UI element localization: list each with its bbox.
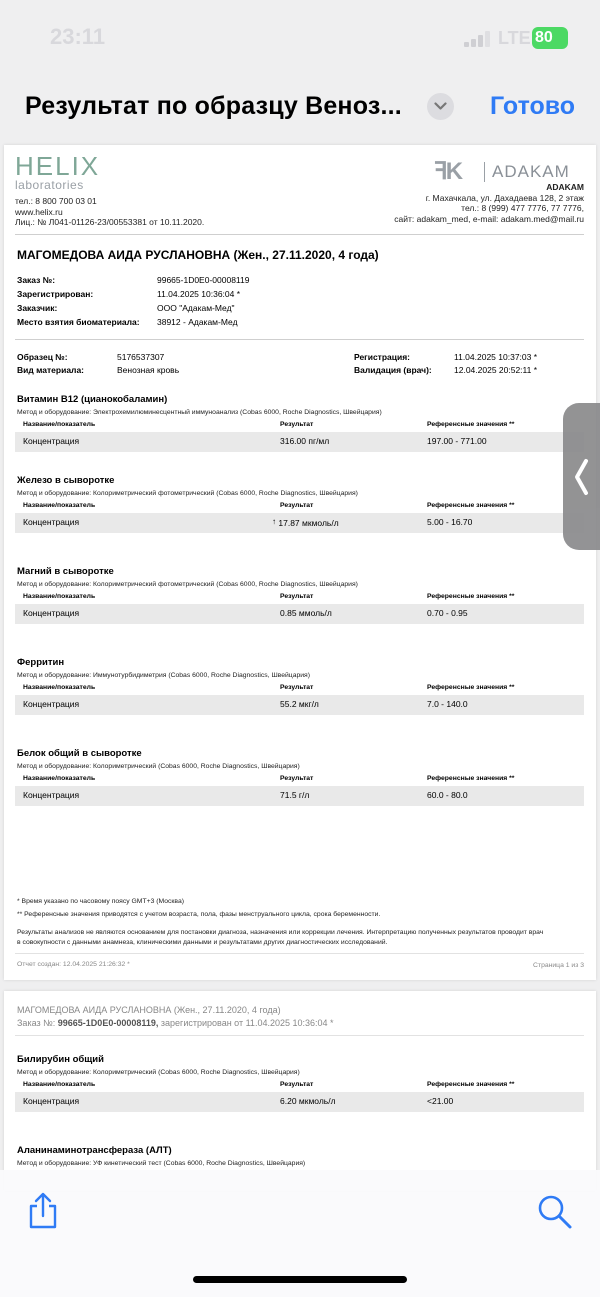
test-serum-magnesium: Магний в сыворотке Метод и оборудование: Колориметрический фотометрический (Cobas 6000, Roche Diagnostics, Швейцария) Название/показатель Результат Референсные значения ** Концентрация 0.85 ммоль/л 0.70 - 0.95: [15, 566, 584, 624]
report-created: Отчет создан: 12.04.2025 21:26:32 *: [17, 961, 130, 968]
cellular-signal-icon: [464, 31, 490, 47]
table-row: Концентрация 6.20 мкмоль/л <21.00: [15, 1092, 584, 1112]
high-flag-icon: ↑: [272, 517, 276, 526]
patient-name: МАГОМЕДОВА АИДА РУСЛАНОВНА (Жен., 27.11.2020, 4 года): [17, 1005, 281, 1015]
test-total-protein: Белок общий в сыворотке Метод и оборудование: Колориметрический (Cobas 6000, Roche Diagnostics, Швейцария) Название/показатель Результат Референсные значения ** Концентрация 71.5 г/л 60.0 - 80.0: [15, 748, 584, 806]
test-vitamin-b12: Витамин B12 (цианокобаламин) Метод и оборудование: Электрохемилюминесцентный иммуноанализ (Cobas 6000, Roche Diagnostics, Швейцария) Название/показатель Результат Референсные значения ** Концентрация 316.00 пг/мл 197.00 - 771.00: [15, 394, 584, 452]
divider: [15, 339, 584, 340]
test-ferritin: Ферритин Метод и оборудование: Иммунотурбидиметрия (Cobas 6000, Roche Diagnostics, Швейцария) Название/показатель Результат Референсные значения ** Концентрация 55.2 мкг/л 7.0 - 140.0: [15, 657, 584, 715]
table-row: Концентрация 71.5 г/л 60.0 - 80.0: [15, 786, 584, 806]
footnote-timezone: * Время указано по часовому поясу GMT+3 (Москва): [17, 898, 184, 905]
adakam-contacts: ADAKAM г. Махачкала, ул. Дахадаева 128, 2 этаж тел.: 8 (999) 477 7776, 77 7776, сайт: adakam_med, e-mail: adakam.med@mail.ru: [394, 182, 584, 224]
table-row: Концентрация 0.85 ммоль/л 0.70 - 0.95: [15, 604, 584, 624]
test-alt: Аланинаминотрансфераза (АЛТ) Метод и оборудование: УФ кинетический тест (Cobas 6000, Roche Diagnostics, Швейцария): [17, 1145, 306, 1167]
share-button[interactable]: [27, 1192, 59, 1235]
share-icon: [27, 1192, 59, 1230]
battery-icon: 80: [532, 27, 568, 49]
status-time: 23:11: [50, 24, 106, 49]
table-header: Название/показатель Результат Референсные значения **: [23, 593, 515, 600]
divider: [15, 1035, 584, 1036]
bottom-toolbar: [0, 1170, 600, 1297]
adakam-logo: ꟻK ADAKAM: [434, 158, 570, 185]
table-header: Название/показатель Результат Референсные значения **: [23, 1081, 515, 1088]
table-row: Концентрация 316.00 пг/мл 197.00 - 771.00: [15, 432, 584, 452]
document-title: Результат по образцу Веноз...: [25, 92, 402, 120]
sidebar-handle[interactable]: [563, 403, 600, 550]
home-indicator[interactable]: [193, 1276, 407, 1283]
test-serum-iron: Железо в сыворотке Метод и оборудование: Колориметрический фотометрический (Cobas 6000, Roche Diagnostics, Швейцария) Название/показатель Результат Референсные значения ** Концентрация ↑ 17.87 мкмоль/л 5.00 - 16.70: [15, 475, 584, 533]
adakam-mark-icon: ꟻK: [434, 158, 462, 185]
chevron-down-icon: [434, 102, 447, 111]
table-row: Концентрация 55.2 мкг/л 7.0 - 140.0: [15, 695, 584, 715]
document-page-2: [4, 991, 596, 1191]
done-button[interactable]: Готово: [490, 92, 576, 120]
sample-info: Образец №: 5176537307 Вид материала: Венозная кровь Регистрация: 11.04.2025 10:37:03 * Валидация (врач): 12.04.2025 20:52:11 *: [17, 352, 538, 375]
navigation-bar: [0, 78, 600, 140]
footnote-reference: ** Референсные значения приводятся с учетом возраста, пола, фазы менструального цикла, срока беременности.: [17, 911, 381, 918]
divider: [15, 953, 584, 954]
helix-logo: HELIX laboratories: [15, 151, 101, 192]
order-info: Заказ №: 99665-1D0E0-00008119 Зарегистрирован: 11.04.2025 10:36:04 * Заказчик: ООО "Адакам-Мед" Место взятия биоматериала: 38912 - Адакам-Мед: [17, 275, 250, 327]
page-number: Страница 1 из 3: [533, 962, 584, 969]
table-row: Концентрация ↑ 17.87 мкмоль/л 5.00 - 16.70: [15, 513, 584, 533]
network-type: LTE: [498, 28, 531, 48]
order-line: Заказ №: 99665-1D0E0-00008119, зарегистрирован от 11.04.2025 10:36:04 *: [17, 1018, 334, 1028]
patient-name: МАГОМЕДОВА АИДА РУСЛАНОВНА (Жен., 27.11.2020, 4 года): [17, 248, 379, 262]
search-button[interactable]: [537, 1194, 573, 1235]
title-menu-button[interactable]: [427, 93, 454, 120]
chevron-left-icon: [572, 458, 590, 496]
table-header: Название/показатель Результат Референсные значения **: [23, 421, 515, 428]
table-header: Название/показатель Результат Референсные значения **: [23, 775, 515, 782]
helix-contacts: тел.: 8 800 700 03 01 www.helix.ru Лиц.: № Л041-01126-23/00553381 от 10.11.2020.: [15, 196, 205, 227]
divider: [15, 234, 584, 235]
test-bilirubin: Билирубин общий Метод и оборудование: Колориметрический (Cobas 6000, Roche Diagnostics, Швейцария) Название/показатель Результат Референсные значения ** Концентрация 6.20 мкмоль/л <21.00: [15, 1054, 584, 1112]
table-header: Название/показатель Результат Референсные значения **: [23, 684, 515, 691]
search-icon: [537, 1194, 573, 1230]
document-page-1: [4, 145, 596, 980]
disclaimer: Результаты анализов не являются основанием для постановки диагноза, назначения или коррекции лечения. Интерпретацию полученных результатов проводит врач в совокупности с данными анамнеза, клиническими данными и результатами других диагностических исследований.: [17, 929, 544, 946]
status-bar: [0, 0, 600, 78]
table-header: Название/показатель Результат Референсные значения **: [23, 502, 515, 509]
